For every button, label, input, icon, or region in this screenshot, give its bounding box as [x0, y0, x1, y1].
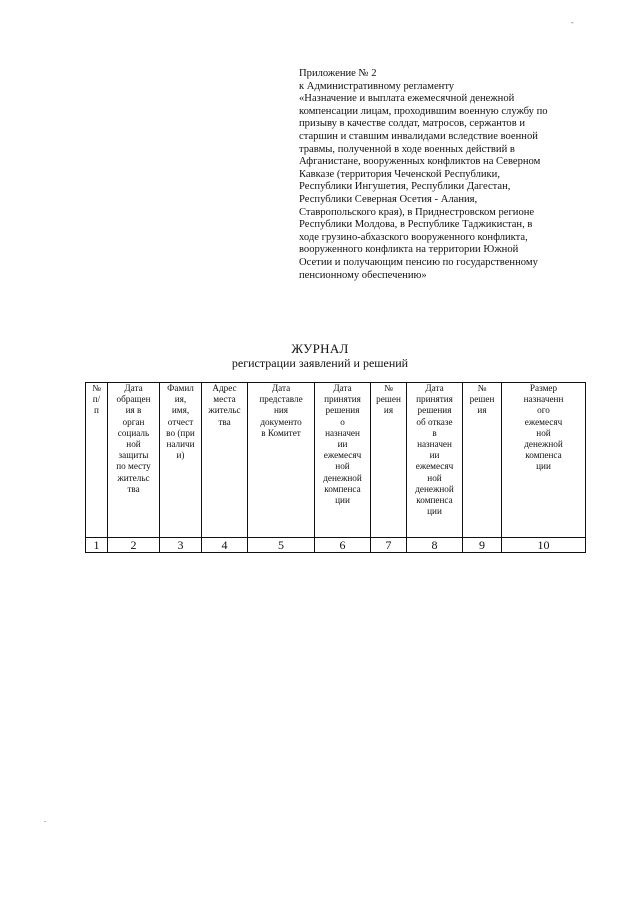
appendix-line: Республики Молдова, в Республике Таджикистан, в	[299, 219, 533, 231]
header-cell-refusal-decision-date	[407, 383, 463, 538]
column-number-cell: 7	[371, 538, 407, 553]
header-line: ной	[427, 472, 442, 483]
appendix-line: «Назначение и выплата ежемесячной денежной	[299, 93, 515, 105]
header-line: ной	[536, 427, 551, 438]
header-line: ии	[429, 450, 440, 461]
header-cell-assignment-decision-date	[315, 383, 371, 538]
header-line: ции	[335, 495, 350, 506]
header-cell-number	[86, 383, 108, 538]
header-line: решения	[417, 405, 452, 416]
header-line: денежной	[524, 439, 563, 450]
appendix-line: Республики Северная Осетия - Алания,	[299, 193, 478, 205]
header-line: принятия	[416, 394, 453, 405]
header-line: ия в	[125, 405, 142, 416]
header-cell-refusal-decision-number	[463, 383, 502, 538]
column-number-cell: 8	[407, 538, 463, 553]
scan-mark-top: -	[571, 18, 574, 27]
header-line: о	[340, 416, 345, 427]
header-line: жительс	[117, 472, 150, 483]
header-line: ия	[477, 405, 487, 416]
appendix-block	[299, 68, 599, 282]
header-line: компенса	[416, 495, 453, 506]
header-cell-application-date	[108, 383, 160, 538]
header-line: ого	[537, 405, 550, 416]
journal-subtitle: регистрации заявлений и решений	[231, 356, 409, 370]
header-line: ежемесяч	[524, 416, 563, 427]
appendix-line: травмы, полученной в ходе военных действий в	[299, 143, 515, 155]
header-line: №	[384, 383, 393, 393]
header-line: документо	[260, 416, 302, 427]
column-number-cell: 9	[463, 538, 502, 553]
header-line: наличи	[166, 439, 195, 450]
column-number-cell: 1	[86, 538, 108, 553]
header-line: назначенн	[523, 394, 564, 405]
register-table	[85, 382, 586, 553]
appendix-line: ходе грузино-абхазского вооруженного конфликта,	[299, 231, 528, 243]
header-line: ежемесяч	[323, 450, 362, 461]
appendix-line: Приложение № 2	[299, 68, 377, 79]
header-line: защиты	[118, 450, 149, 461]
column-number-cell: 6	[315, 538, 371, 553]
header-line: ия	[383, 405, 394, 416]
scan-mark-bottom: .	[44, 815, 46, 824]
header-line: назначен	[417, 439, 452, 450]
header-line: Фамил	[167, 383, 194, 393]
appendix-line: вооруженного конфликта на территории Южной	[299, 244, 519, 256]
header-cell-address	[202, 383, 248, 538]
appendix-line: пенсионному обеспечению»	[299, 269, 427, 281]
header-line: представле	[259, 394, 303, 405]
appendix-line: Ставропольского края), в Приднестровском регионе	[299, 206, 535, 218]
header-line: отчест	[167, 416, 194, 427]
header-cell-full-name	[160, 383, 202, 538]
column-number-cell: 5	[248, 538, 315, 553]
header-line: №	[92, 383, 101, 393]
header-line: и)	[176, 450, 185, 461]
header-line: п/	[92, 394, 101, 405]
appendix-line: Афганистане, вооруженных конфликтов на Северном	[299, 156, 541, 168]
header-line: имя,	[171, 405, 190, 416]
column-number-cell: 3	[160, 538, 202, 553]
header-line: во (при	[166, 427, 195, 438]
header-line: об отказе	[416, 416, 453, 427]
header-line: денежной	[415, 483, 454, 494]
header-line: ежемесяч	[415, 461, 454, 472]
header-line: компенса	[324, 483, 361, 494]
header-line: ной	[126, 439, 141, 450]
header-line: компенса	[525, 450, 562, 461]
column-number-cell: 4	[202, 538, 248, 553]
header-cell-decision-number	[371, 383, 407, 538]
header-line: по месту	[116, 461, 151, 472]
appendix-line: компенсации лицам, проходившим военную службу по	[299, 105, 548, 117]
header-line: обращен	[116, 394, 151, 405]
header-line: п	[94, 405, 99, 416]
header-line: назначен	[325, 427, 360, 438]
header-line: тва	[218, 416, 231, 427]
header-line: Дата	[425, 383, 444, 393]
header-line: Дата	[333, 383, 352, 393]
header-line: в Комитет	[261, 427, 301, 438]
header-line: ции	[427, 506, 442, 517]
header-line: Дата	[271, 383, 291, 393]
header-line: решен	[376, 394, 401, 405]
header-line: принятия	[324, 394, 361, 405]
header-line: ции	[536, 461, 551, 472]
journal-title: ЖУРНАЛ	[291, 341, 349, 356]
header-line: Адрес	[212, 383, 237, 393]
header-line: места	[213, 394, 236, 405]
header-line: социаль	[117, 427, 150, 438]
header-cell-document-date	[248, 383, 315, 538]
table-row	[86, 538, 586, 553]
header-line: ния	[273, 405, 289, 416]
header-line: ной	[335, 461, 350, 472]
header-line: решен	[469, 394, 495, 405]
header-line: Размер	[529, 383, 558, 393]
header-line: Дата	[124, 383, 143, 393]
appendix-line: Республики Ингушетия, Республики Дагестан,	[299, 181, 511, 193]
header-line: тва	[127, 483, 140, 494]
header-line: жительс	[208, 405, 241, 416]
column-number-cell: 10	[502, 538, 586, 553]
header-line: орган	[122, 416, 145, 427]
header-line: №	[477, 383, 487, 393]
column-number-cell: 2	[108, 538, 160, 553]
appendix-line: Осетии и получающим пенсию по государственному	[299, 256, 538, 268]
header-cell-compensation-amount	[502, 383, 586, 538]
appendix-line: старшин и ставшим инвалидами вследствие военной	[299, 130, 538, 142]
header-line: денежной	[323, 472, 362, 483]
table-header-row	[86, 383, 586, 538]
header-line: в	[432, 427, 437, 438]
header-line: решения	[325, 405, 360, 416]
appendix-line: к Административному регламенту	[299, 80, 455, 92]
appendix-line: призыву в качестве солдат, матросов, сержантов и	[299, 118, 526, 130]
header-line: ия,	[174, 394, 187, 405]
header-line: ии	[337, 439, 348, 450]
appendix-line: Кавказе (территория Чеченской Республики,	[299, 168, 500, 180]
